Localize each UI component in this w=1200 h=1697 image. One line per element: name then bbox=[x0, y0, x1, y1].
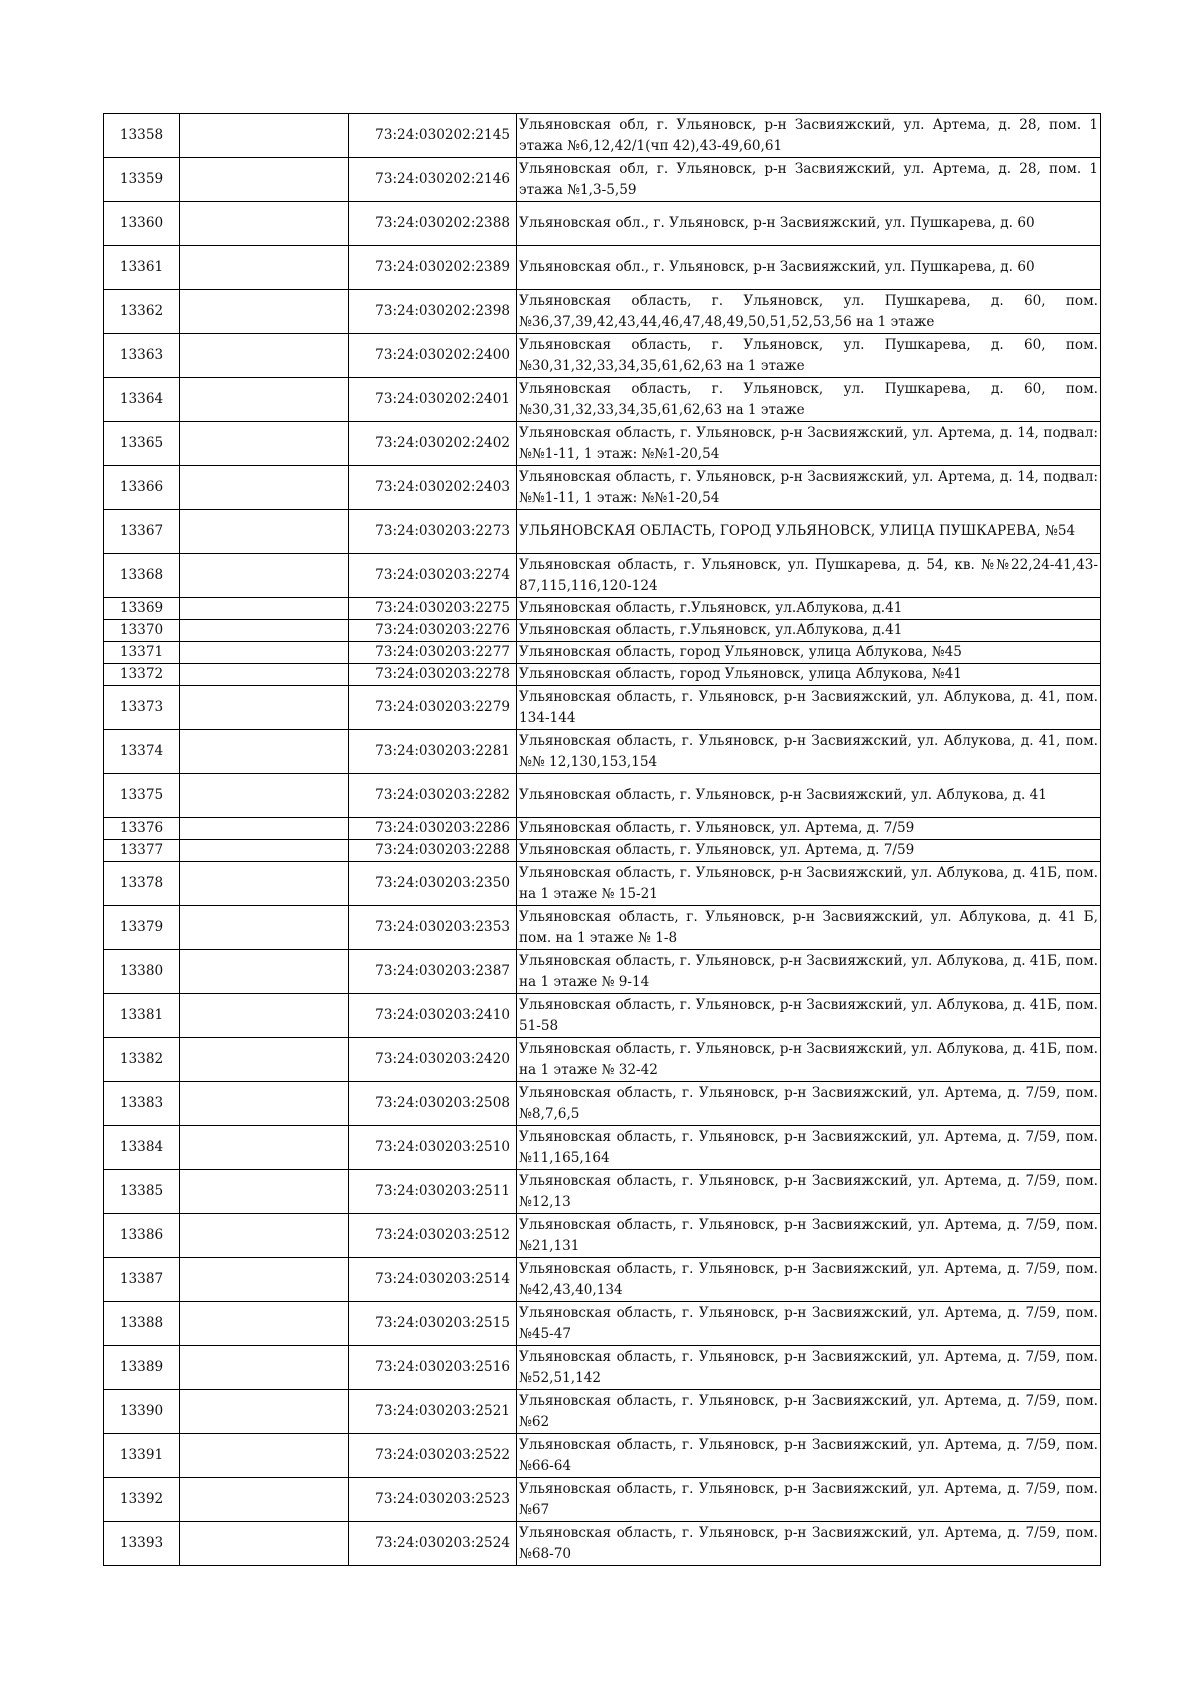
table-row bbox=[104, 818, 1101, 840]
empty-cell bbox=[180, 598, 349, 620]
empty-cell bbox=[180, 290, 349, 334]
empty-cell bbox=[180, 1214, 349, 1258]
table-row bbox=[104, 1258, 1101, 1302]
empty-cell bbox=[180, 1346, 349, 1390]
cadastral-number-cell: 73:24:030202:2402 bbox=[349, 422, 517, 466]
empty-cell bbox=[180, 1302, 349, 1346]
cadastral-number-cell: 73:24:030203:2508 bbox=[349, 1082, 517, 1126]
cadastral-number-cell: 73:24:030203:2524 bbox=[349, 1522, 517, 1566]
address-cell: Ульяновская область, город Ульяновск, улица Аблукова, №41 bbox=[517, 664, 1101, 686]
cadastral-number-cell: 73:24:030203:2512 bbox=[349, 1214, 517, 1258]
cadastral-number-cell: 73:24:030203:2278 bbox=[349, 664, 517, 686]
cadastral-number-cell: 73:24:030203:2353 bbox=[349, 906, 517, 950]
row-number-cell: 13370 bbox=[104, 620, 180, 642]
cadastral-number-cell: 73:24:030203:2515 bbox=[349, 1302, 517, 1346]
table-row bbox=[104, 686, 1101, 730]
cadastral-number-cell: 73:24:030203:2420 bbox=[349, 1038, 517, 1082]
address-cell: Ульяновская область, г. Ульяновск, р-н Засвияжский, ул. Аблукова, д. 41 bbox=[517, 774, 1101, 818]
row-number-cell: 13388 bbox=[104, 1302, 180, 1346]
table-row bbox=[104, 378, 1101, 422]
address-cell: Ульяновская область, город Ульяновск, улица Аблукова, №45 bbox=[517, 642, 1101, 664]
row-number-cell: 13363 bbox=[104, 334, 180, 378]
table-row bbox=[104, 664, 1101, 686]
row-number-cell: 13376 bbox=[104, 818, 180, 840]
empty-cell bbox=[180, 1390, 349, 1434]
table-row bbox=[104, 840, 1101, 862]
row-number-cell: 13364 bbox=[104, 378, 180, 422]
address-cell: Ульяновская область, г. Ульяновск, р-н Засвияжский, ул. Артема, д. 7/59, пом. №21,131 bbox=[517, 1214, 1101, 1258]
address-cell: Ульяновская область, г. Ульяновск, ул. Пушкарева, д. 60, пом. №30,31,32,33,34,35,61,62,63 на 1 этаже bbox=[517, 378, 1101, 422]
table-row bbox=[104, 774, 1101, 818]
table-row bbox=[104, 1302, 1101, 1346]
row-number-cell: 13379 bbox=[104, 906, 180, 950]
cadastral-number-cell: 73:24:030203:2511 bbox=[349, 1170, 517, 1214]
row-number-cell: 13372 bbox=[104, 664, 180, 686]
cadastral-number-cell: 73:24:030203:2275 bbox=[349, 598, 517, 620]
empty-cell bbox=[180, 1170, 349, 1214]
address-cell: Ульяновская область, г. Ульяновск, р-н Засвияжский, ул. Артема, д. 7/59, пом. №12,13 bbox=[517, 1170, 1101, 1214]
empty-cell bbox=[180, 202, 349, 246]
row-number-cell: 13390 bbox=[104, 1390, 180, 1434]
table-row bbox=[104, 862, 1101, 906]
address-cell: Ульяновская обл, г. Ульяновск, р-н Засвияжский, ул. Артема, д. 28, пом. 1 этажа №1,3-5,59 bbox=[517, 158, 1101, 202]
cadastral-number-cell: 73:24:030202:2403 bbox=[349, 466, 517, 510]
row-number-cell: 13367 bbox=[104, 510, 180, 554]
address-cell: Ульяновская область, г. Ульяновск, ул. Артема, д. 7/59 bbox=[517, 818, 1101, 840]
empty-cell bbox=[180, 114, 349, 158]
cadastral-number-cell: 73:24:030202:2389 bbox=[349, 246, 517, 290]
cadastral-number-cell: 73:24:030203:2523 bbox=[349, 1478, 517, 1522]
empty-cell bbox=[180, 1038, 349, 1082]
cadastral-number-cell: 73:24:030203:2387 bbox=[349, 950, 517, 994]
table-row bbox=[104, 642, 1101, 664]
empty-cell bbox=[180, 422, 349, 466]
address-cell: Ульяновская область, г. Ульяновск, р-н Засвияжский, ул. Аблукова, д. 41Б, пом. на 1 этаже № 9-14 bbox=[517, 950, 1101, 994]
table-row bbox=[104, 334, 1101, 378]
address-cell: Ульяновская область, г. Ульяновск, р-н Засвияжский, ул. Артема, д. 7/59, пом. №11,165,164 bbox=[517, 1126, 1101, 1170]
address-cell: Ульяновская область, г. Ульяновск, р-н Засвияжский, ул. Артема, д. 7/59, пом. №52,51,142 bbox=[517, 1346, 1101, 1390]
cadastral-number-cell: 73:24:030203:2277 bbox=[349, 642, 517, 664]
table-row bbox=[104, 466, 1101, 510]
empty-cell bbox=[180, 840, 349, 862]
cadastral-number-cell: 73:24:030202:2401 bbox=[349, 378, 517, 422]
empty-cell bbox=[180, 334, 349, 378]
empty-cell bbox=[180, 554, 349, 598]
empty-cell bbox=[180, 1522, 349, 1566]
row-number-cell: 13385 bbox=[104, 1170, 180, 1214]
empty-cell bbox=[180, 246, 349, 290]
cadastral-number-cell: 73:24:030203:2516 bbox=[349, 1346, 517, 1390]
table-row bbox=[104, 1170, 1101, 1214]
address-cell: Ульяновская область, г. Ульяновск, р-н Засвияжский, ул. Аблукова, д. 41 Б, пом. на 1 этаже № 1-8 bbox=[517, 906, 1101, 950]
row-number-cell: 13374 bbox=[104, 730, 180, 774]
cadastral-number-cell: 73:24:030203:2288 bbox=[349, 840, 517, 862]
empty-cell bbox=[180, 642, 349, 664]
row-number-cell: 13381 bbox=[104, 994, 180, 1038]
empty-cell bbox=[180, 466, 349, 510]
table-row bbox=[104, 1082, 1101, 1126]
table-row bbox=[104, 906, 1101, 950]
cadastral-number-cell: 73:24:030203:2282 bbox=[349, 774, 517, 818]
table-row bbox=[104, 422, 1101, 466]
address-cell: Ульяновская область, г. Ульяновск, ул. Пушкарева, д. 60, пом. №30,31,32,33,34,35,61,62,63 на 1 этаже bbox=[517, 334, 1101, 378]
table-row bbox=[104, 1434, 1101, 1478]
table-row bbox=[104, 598, 1101, 620]
cadastral-number-cell: 73:24:030203:2279 bbox=[349, 686, 517, 730]
empty-cell bbox=[180, 1434, 349, 1478]
property-table bbox=[103, 113, 1101, 1566]
cadastral-number-cell: 73:24:030203:2281 bbox=[349, 730, 517, 774]
cadastral-number-cell: 73:24:030203:2350 bbox=[349, 862, 517, 906]
address-cell: Ульяновская область, г. Ульяновск, р-н Засвияжский, ул. Аблукова, д. 41Б, пом. на 1 этаже № 32-42 bbox=[517, 1038, 1101, 1082]
row-number-cell: 13368 bbox=[104, 554, 180, 598]
empty-cell bbox=[180, 906, 349, 950]
table-row bbox=[104, 1126, 1101, 1170]
cadastral-number-cell: 73:24:030203:2510 bbox=[349, 1126, 517, 1170]
address-cell: Ульяновская область, г. Ульяновск, р-н Засвияжский, ул. Артема, д. 7/59, пом. №67 bbox=[517, 1478, 1101, 1522]
property-table-body bbox=[104, 114, 1101, 1566]
address-cell: Ульяновская область, г. Ульяновск, р-н Засвияжский, ул. Артема, д. 7/59, пом. №68-70 bbox=[517, 1522, 1101, 1566]
address-cell: Ульяновская область, г. Ульяновск, ул. Пушкарева, д. 60, пом. №36,37,39,42,43,44,46,47,48,49,50,51,52,53,56 на 1 этаже bbox=[517, 290, 1101, 334]
address-cell: Ульяновская область, г. Ульяновск, р-н Засвияжский, ул. Артема, д. 7/59, пом. №45-47 bbox=[517, 1302, 1101, 1346]
table-row bbox=[104, 620, 1101, 642]
row-number-cell: 13391 bbox=[104, 1434, 180, 1478]
table-row bbox=[104, 1214, 1101, 1258]
row-number-cell: 13366 bbox=[104, 466, 180, 510]
empty-cell bbox=[180, 1258, 349, 1302]
table-row bbox=[104, 950, 1101, 994]
address-cell: Ульяновская область, г.Ульяновск, ул.Аблукова, д.41 bbox=[517, 620, 1101, 642]
table-row bbox=[104, 290, 1101, 334]
address-cell: Ульяновская область, г. Ульяновск, р-н Засвияжский, ул. Аблукова, д. 41, пом. №№ 12,130,153,154 bbox=[517, 730, 1101, 774]
empty-cell bbox=[180, 1126, 349, 1170]
table-row bbox=[104, 1390, 1101, 1434]
cadastral-number-cell: 73:24:030203:2514 bbox=[349, 1258, 517, 1302]
address-cell: Ульяновская обл, г. Ульяновск, р-н Засвияжский, ул. Артема, д. 28, пом. 1 этажа №6,12,42/1(чп 42),43-49,60,61 bbox=[517, 114, 1101, 158]
cadastral-number-cell: 73:24:030202:2400 bbox=[349, 334, 517, 378]
address-cell: Ульяновская область, г. Ульяновск, р-н Засвияжский, ул. Аблукова, д. 41Б, пом. на 1 этаже № 15-21 bbox=[517, 862, 1101, 906]
cadastral-number-cell: 73:24:030202:2146 bbox=[349, 158, 517, 202]
address-cell: Ульяновская область, г. Ульяновск, ул. Артема, д. 7/59 bbox=[517, 840, 1101, 862]
empty-cell bbox=[180, 378, 349, 422]
row-number-cell: 13371 bbox=[104, 642, 180, 664]
row-number-cell: 13362 bbox=[104, 290, 180, 334]
cadastral-number-cell: 73:24:030202:2145 bbox=[349, 114, 517, 158]
address-cell: Ульяновская область, г. Ульяновск, ул. Пушкарева, д. 54, кв. №№22,24-41,43-87,115,116,120-124 bbox=[517, 554, 1101, 598]
cadastral-number-cell: 73:24:030202:2388 bbox=[349, 202, 517, 246]
row-number-cell: 13377 bbox=[104, 840, 180, 862]
empty-cell bbox=[180, 774, 349, 818]
row-number-cell: 13369 bbox=[104, 598, 180, 620]
empty-cell bbox=[180, 1478, 349, 1522]
table-row bbox=[104, 1038, 1101, 1082]
address-cell: Ульяновская область, г. Ульяновск, р-н Засвияжский, ул. Артема, д. 14, подвал: №№1-11, 1 этаж: №№1-20,54 bbox=[517, 422, 1101, 466]
cadastral-number-cell: 73:24:030203:2522 bbox=[349, 1434, 517, 1478]
table-row bbox=[104, 114, 1101, 158]
row-number-cell: 13384 bbox=[104, 1126, 180, 1170]
address-cell: Ульяновская область, г.Ульяновск, ул.Аблукова, д.41 bbox=[517, 598, 1101, 620]
table-row bbox=[104, 202, 1101, 246]
row-number-cell: 13393 bbox=[104, 1522, 180, 1566]
address-cell: Ульяновская область, г. Ульяновск, р-н Засвияжский, ул. Артема, д. 7/59, пом. №8,7,6,5 bbox=[517, 1082, 1101, 1126]
cadastral-number-cell: 73:24:030203:2276 bbox=[349, 620, 517, 642]
address-cell: Ульяновская область, г. Ульяновск, р-н Засвияжский, ул. Артема, д. 7/59, пом. №62 bbox=[517, 1390, 1101, 1434]
address-cell: Ульяновская обл., г. Ульяновск, р-н Засвияжский, ул. Пушкарева, д. 60 bbox=[517, 246, 1101, 290]
cadastral-number-cell: 73:24:030202:2398 bbox=[349, 290, 517, 334]
row-number-cell: 13383 bbox=[104, 1082, 180, 1126]
empty-cell bbox=[180, 664, 349, 686]
row-number-cell: 13375 bbox=[104, 774, 180, 818]
table-row bbox=[104, 1478, 1101, 1522]
table-row bbox=[104, 158, 1101, 202]
empty-cell bbox=[180, 994, 349, 1038]
cadastral-number-cell: 73:24:030203:2286 bbox=[349, 818, 517, 840]
row-number-cell: 13386 bbox=[104, 1214, 180, 1258]
empty-cell bbox=[180, 862, 349, 906]
empty-cell bbox=[180, 620, 349, 642]
row-number-cell: 13382 bbox=[104, 1038, 180, 1082]
address-cell: Ульяновская область, г. Ульяновск, р-н Засвияжский, ул. Артема, д. 7/59, пом. №66-64 bbox=[517, 1434, 1101, 1478]
table-row bbox=[104, 554, 1101, 598]
cadastral-number-cell: 73:24:030203:2273 bbox=[349, 510, 517, 554]
row-number-cell: 13365 bbox=[104, 422, 180, 466]
address-cell: УЛЬЯНОВСКАЯ ОБЛАСТЬ, ГОРОД УЛЬЯНОВСК, УЛИЦА ПУШКАРЕВА, №54 bbox=[517, 510, 1101, 554]
address-cell: Ульяновская область, г. Ульяновск, р-н Засвияжский, ул. Аблукова, д. 41Б, пом. 51-58 bbox=[517, 994, 1101, 1038]
empty-cell bbox=[180, 1082, 349, 1126]
empty-cell bbox=[180, 510, 349, 554]
row-number-cell: 13361 bbox=[104, 246, 180, 290]
address-cell: Ульяновская обл., г. Ульяновск, р-н Засвияжский, ул. Пушкарева, д. 60 bbox=[517, 202, 1101, 246]
cadastral-number-cell: 73:24:030203:2410 bbox=[349, 994, 517, 1038]
row-number-cell: 13360 bbox=[104, 202, 180, 246]
cadastral-number-cell: 73:24:030203:2274 bbox=[349, 554, 517, 598]
row-number-cell: 13378 bbox=[104, 862, 180, 906]
table-row bbox=[104, 246, 1101, 290]
empty-cell bbox=[180, 730, 349, 774]
row-number-cell: 13387 bbox=[104, 1258, 180, 1302]
row-number-cell: 13358 bbox=[104, 114, 180, 158]
row-number-cell: 13380 bbox=[104, 950, 180, 994]
row-number-cell: 13373 bbox=[104, 686, 180, 730]
address-cell: Ульяновская область, г. Ульяновск, р-н Засвияжский, ул. Артема, д. 7/59, пом. №42,43,40,134 bbox=[517, 1258, 1101, 1302]
cadastral-number-cell: 73:24:030203:2521 bbox=[349, 1390, 517, 1434]
empty-cell bbox=[180, 686, 349, 730]
empty-cell bbox=[180, 158, 349, 202]
row-number-cell: 13359 bbox=[104, 158, 180, 202]
address-cell: Ульяновская область, г. Ульяновск, р-н Засвияжский, ул. Аблукова, д. 41, пом. 134-144 bbox=[517, 686, 1101, 730]
table-row bbox=[104, 730, 1101, 774]
table-row bbox=[104, 1346, 1101, 1390]
empty-cell bbox=[180, 950, 349, 994]
row-number-cell: 13392 bbox=[104, 1478, 180, 1522]
table-row bbox=[104, 510, 1101, 554]
address-cell: Ульяновская область, г. Ульяновск, р-н Засвияжский, ул. Артема, д. 14, подвал: №№1-11, 1 этаж: №№1-20,54 bbox=[517, 466, 1101, 510]
empty-cell bbox=[180, 818, 349, 840]
row-number-cell: 13389 bbox=[104, 1346, 180, 1390]
table-row bbox=[104, 994, 1101, 1038]
table-row bbox=[104, 1522, 1101, 1566]
